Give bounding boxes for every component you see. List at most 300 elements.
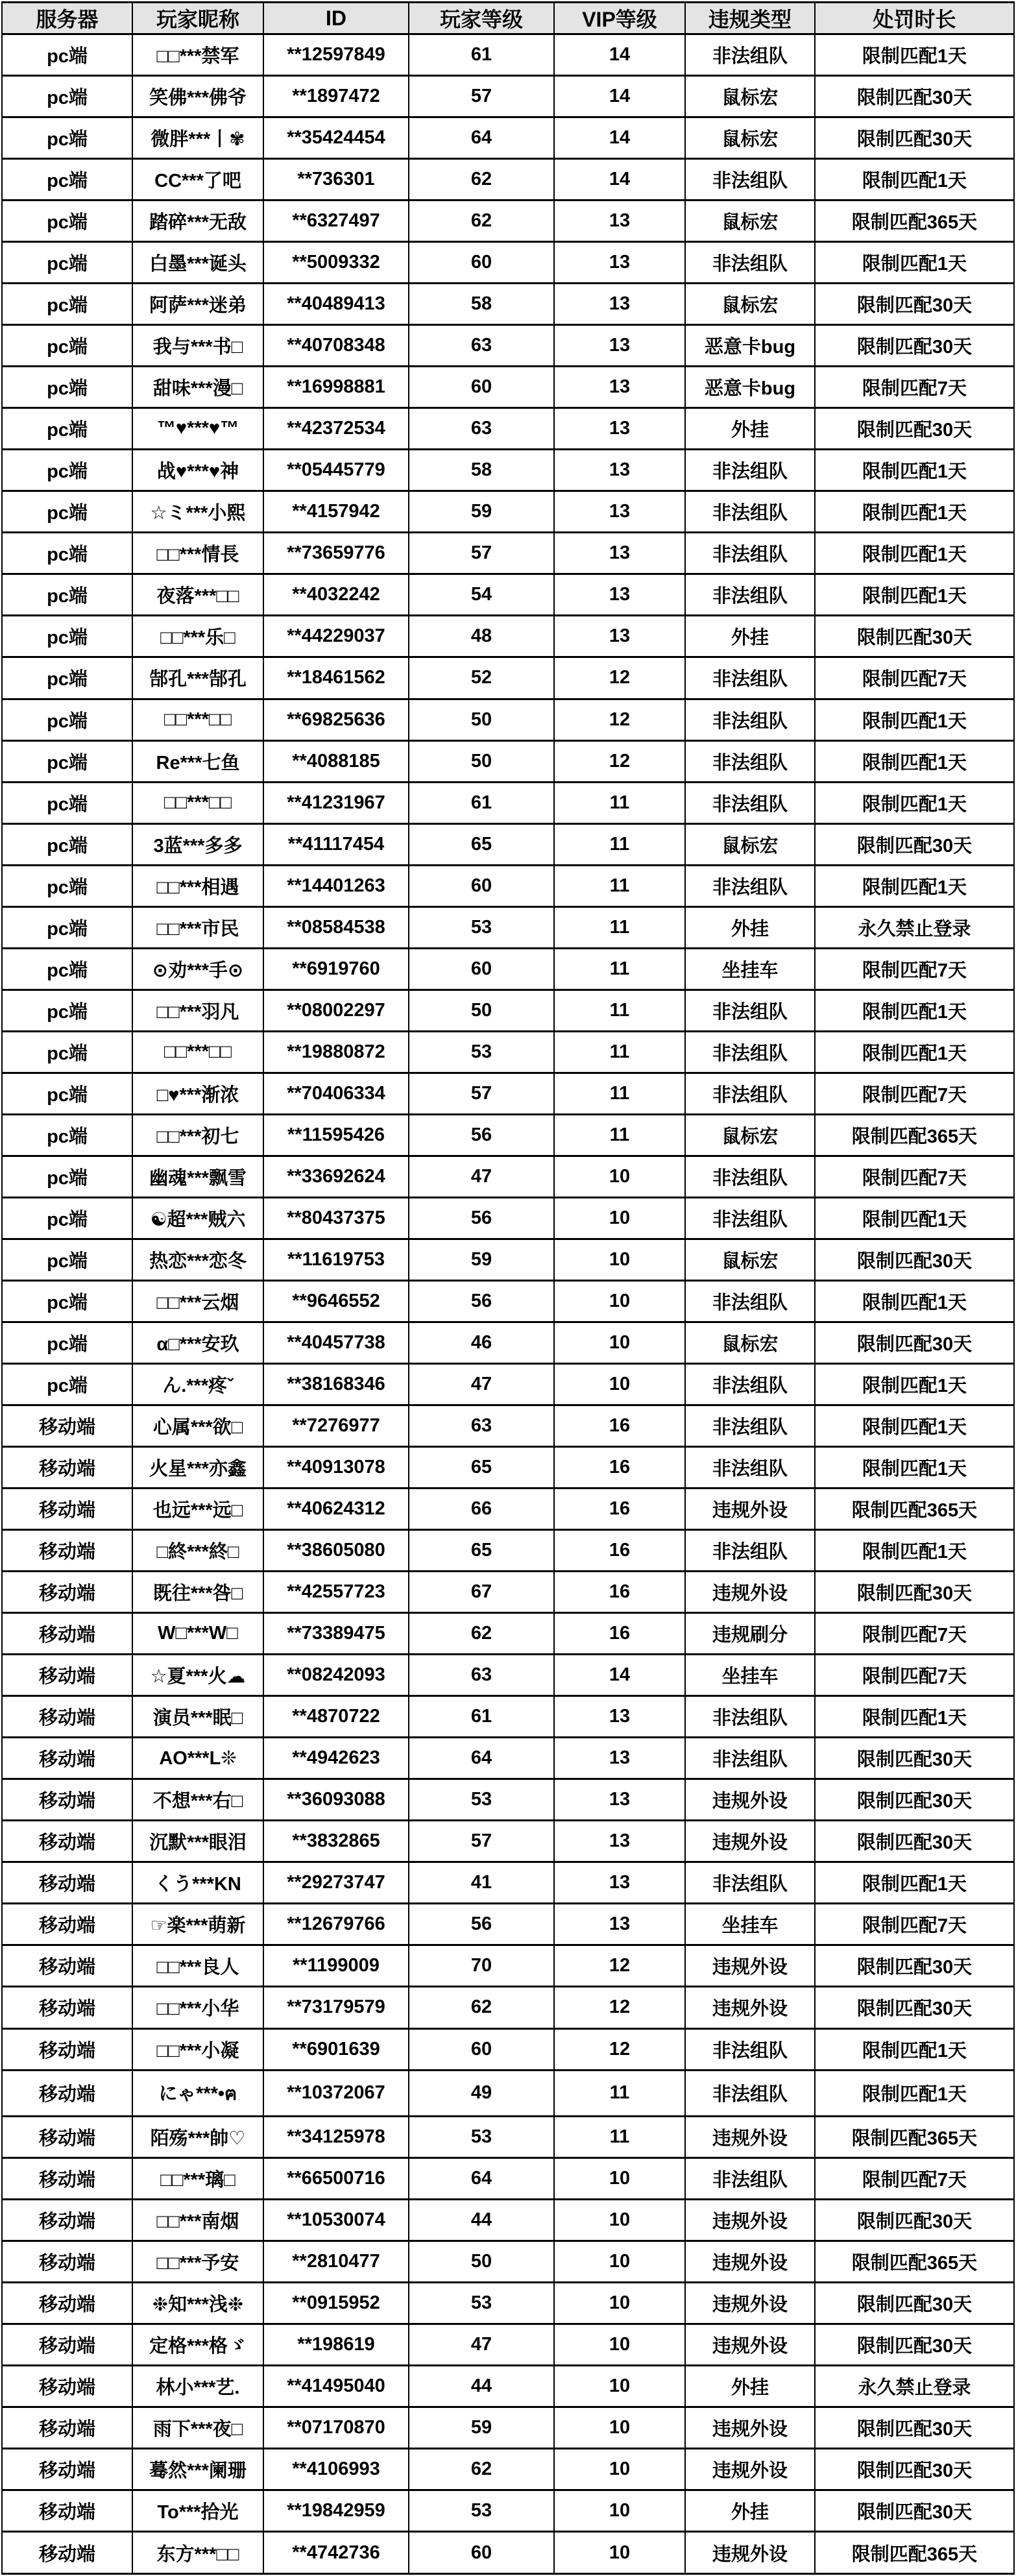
cell-punishment_duration: 限制匹配1天 — [815, 2028, 1014, 2070]
cell-player_level: 58 — [409, 284, 554, 325]
table-row — [2, 2157, 1014, 2199]
cell-id: **6327497 — [263, 200, 409, 242]
cell-player_level: 61 — [409, 782, 554, 823]
cell-nickname: 夜落***□□ — [132, 574, 263, 616]
table-row — [2, 574, 1014, 616]
cell-id: **73179579 — [263, 1987, 409, 2028]
cell-server: pc端 — [2, 657, 132, 699]
cell-violation_type: 非法组队 — [685, 1364, 815, 1405]
cell-server: pc端 — [2, 117, 132, 159]
cell-punishment_duration: 限制匹配7天 — [815, 2157, 1014, 2199]
cell-server: pc端 — [2, 574, 132, 616]
cell-player_level: 63 — [409, 1405, 554, 1447]
table-row — [2, 2532, 1014, 2574]
cell-server: 移动端 — [2, 1821, 132, 1862]
cell-punishment_duration: 限制匹配365天 — [815, 2241, 1014, 2282]
cell-vip_level: 10 — [554, 2241, 685, 2282]
cell-server: 移动端 — [2, 1945, 132, 1987]
cell-id: **4088185 — [263, 740, 409, 782]
cell-violation_type: 违规刷分 — [685, 1613, 815, 1655]
cell-punishment_duration: 限制匹配1天 — [815, 699, 1014, 740]
cell-vip_level: 10 — [554, 2407, 685, 2449]
table-row — [2, 284, 1014, 325]
cell-id: **29273747 — [263, 1862, 409, 1904]
cell-violation_type: 外挂 — [685, 2366, 815, 2407]
cell-nickname: □□***良人 — [132, 1945, 263, 1987]
table-row — [2, 1530, 1014, 1572]
cell-punishment_duration: 限制匹配30天 — [815, 117, 1014, 159]
table-row — [2, 1696, 1014, 1738]
table-row — [2, 1447, 1014, 1488]
cell-violation_type: 鼠标宏 — [685, 823, 815, 865]
cell-server: pc端 — [2, 408, 132, 450]
cell-server: pc端 — [2, 948, 132, 990]
cell-nickname: To***拾光 — [132, 2490, 263, 2532]
cell-vip_level: 13 — [554, 574, 685, 616]
cell-violation_type: 非法组队 — [685, 1530, 815, 1572]
cell-vip_level: 13 — [554, 325, 685, 367]
cell-vip_level: 12 — [554, 2028, 685, 2070]
cell-server: pc端 — [2, 1239, 132, 1280]
cell-player_level: 60 — [409, 242, 554, 284]
cell-punishment_duration: 限制匹配30天 — [815, 2407, 1014, 2449]
cell-nickname: 幽魂***飘雪 — [132, 1156, 263, 1197]
cell-punishment_duration: 限制匹配365天 — [815, 200, 1014, 242]
table-row — [2, 159, 1014, 200]
cell-server: pc端 — [2, 1322, 132, 1363]
table-row — [2, 408, 1014, 450]
cell-server: 移动端 — [2, 2449, 132, 2490]
cell-punishment_duration: 限制匹配30天 — [815, 2490, 1014, 2532]
cell-vip_level: 10 — [554, 1197, 685, 1239]
cell-violation_type: 非法组队 — [685, 990, 815, 1031]
cell-vip_level: 10 — [554, 1156, 685, 1197]
cell-violation_type: 非法组队 — [685, 1156, 815, 1197]
cell-player_level: 67 — [409, 1572, 554, 1613]
cell-vip_level: 10 — [554, 1364, 685, 1405]
cell-violation_type: 违规外设 — [685, 2449, 815, 2490]
cell-nickname: 陌殇***帥♡ — [132, 2116, 263, 2157]
cell-punishment_duration: 限制匹配30天 — [815, 2449, 1014, 2490]
cell-nickname: 既往***咎□ — [132, 1572, 263, 1613]
cell-id: **05445779 — [263, 450, 409, 491]
table-row — [2, 2490, 1014, 2532]
cell-violation_type: 外挂 — [685, 616, 815, 657]
cell-player_level: 64 — [409, 1738, 554, 1779]
table-row — [2, 1239, 1014, 1280]
cell-player_level: 63 — [409, 325, 554, 367]
table-row — [2, 1862, 1014, 1904]
cell-vip_level: 13 — [554, 242, 685, 284]
cell-server: pc端 — [2, 450, 132, 491]
cell-id: **2810477 — [263, 2241, 409, 2282]
cell-nickname: □♥***渐浓 — [132, 1073, 263, 1114]
cell-server: 移动端 — [2, 1530, 132, 1572]
cell-player_level: 56 — [409, 1904, 554, 1945]
cell-punishment_duration: 限制匹配1天 — [815, 1862, 1014, 1904]
cell-vip_level: 16 — [554, 1572, 685, 1613]
cell-nickname: 不想***右□ — [132, 1779, 263, 1821]
cell-player_level: 62 — [409, 2449, 554, 2490]
table-row — [2, 367, 1014, 408]
cell-violation_type: 坐挂车 — [685, 1655, 815, 1696]
col-header-violation-type: 违规类型 — [685, 3, 815, 34]
cell-vip_level: 16 — [554, 1405, 685, 1447]
cell-punishment_duration: 限制匹配1天 — [815, 1280, 1014, 1322]
cell-id: **10530074 — [263, 2199, 409, 2241]
cell-server: pc端 — [2, 1364, 132, 1405]
cell-player_level: 50 — [409, 699, 554, 740]
table-row — [2, 242, 1014, 284]
cell-server: 移动端 — [2, 1488, 132, 1530]
cell-vip_level: 10 — [554, 2324, 685, 2366]
cell-punishment_duration: 限制匹配7天 — [815, 948, 1014, 990]
cell-id: **73389475 — [263, 1613, 409, 1655]
cell-vip_level: 10 — [554, 1322, 685, 1363]
cell-vip_level: 10 — [554, 2199, 685, 2241]
cell-violation_type: 非法组队 — [685, 2070, 815, 2116]
table-row — [2, 2282, 1014, 2324]
cell-punishment_duration: 限制匹配1天 — [815, 865, 1014, 906]
cell-server: pc端 — [2, 200, 132, 242]
cell-player_level: 65 — [409, 823, 554, 865]
cell-vip_level: 12 — [554, 699, 685, 740]
cell-nickname: 心属***欲□ — [132, 1405, 263, 1447]
cell-id: **16998881 — [263, 367, 409, 408]
cell-vip_level: 11 — [554, 1114, 685, 1156]
cell-id: **11595426 — [263, 1114, 409, 1156]
cell-violation_type: 非法组队 — [685, 1738, 815, 1779]
table-row — [2, 823, 1014, 865]
cell-nickname: □□***予安 — [132, 2241, 263, 2282]
cell-player_level: 60 — [409, 865, 554, 906]
table-row — [2, 2324, 1014, 2366]
cell-violation_type: 非法组队 — [685, 865, 815, 906]
cell-vip_level: 13 — [554, 616, 685, 657]
cell-player_level: 47 — [409, 2324, 554, 2366]
cell-player_level: 61 — [409, 34, 554, 76]
punishment-table — [1, 1, 1015, 2575]
cell-server: pc端 — [2, 367, 132, 408]
cell-violation_type: 鼠标宏 — [685, 1239, 815, 1280]
cell-nickname: 热恋***恋冬 — [132, 1239, 263, 1280]
cell-nickname: 阿萨***迷弟 — [132, 284, 263, 325]
cell-violation_type: 非法组队 — [685, 2157, 815, 2199]
cell-player_level: 56 — [409, 1114, 554, 1156]
cell-nickname: くう***KN — [132, 1862, 263, 1904]
cell-id: **12597849 — [263, 34, 409, 76]
cell-punishment_duration: 限制匹配1天 — [815, 1530, 1014, 1572]
cell-player_level: 49 — [409, 2070, 554, 2116]
cell-nickname: □□***小凝 — [132, 2028, 263, 2070]
cell-punishment_duration: 限制匹配30天 — [815, 408, 1014, 450]
cell-violation_type: 违规外设 — [685, 1488, 815, 1530]
cell-vip_level: 11 — [554, 1073, 685, 1114]
cell-punishment_duration: 限制匹配30天 — [815, 325, 1014, 367]
cell-punishment_duration: 限制匹配30天 — [815, 823, 1014, 865]
cell-server: 移动端 — [2, 2407, 132, 2449]
cell-vip_level: 14 — [554, 34, 685, 76]
cell-server: pc端 — [2, 284, 132, 325]
cell-id: **4742736 — [263, 2532, 409, 2574]
cell-punishment_duration: 限制匹配30天 — [815, 1738, 1014, 1779]
cell-id: **40457738 — [263, 1322, 409, 1363]
table-row — [2, 1073, 1014, 1114]
cell-player_level: 48 — [409, 616, 554, 657]
cell-nickname: □□***羽凡 — [132, 990, 263, 1031]
table-row — [2, 1655, 1014, 1696]
table-row — [2, 1197, 1014, 1239]
cell-violation_type: 非法组队 — [685, 657, 815, 699]
cell-nickname: □□***云烟 — [132, 1280, 263, 1322]
cell-player_level: 65 — [409, 1447, 554, 1488]
cell-id: **4032242 — [263, 574, 409, 616]
cell-violation_type: 违规外设 — [685, 2199, 815, 2241]
cell-player_level: 59 — [409, 2407, 554, 2449]
table-row — [2, 990, 1014, 1031]
cell-violation_type: 鼠标宏 — [685, 284, 815, 325]
cell-vip_level: 13 — [554, 1862, 685, 1904]
cell-punishment_duration: 限制匹配30天 — [815, 76, 1014, 117]
cell-vip_level: 14 — [554, 1655, 685, 1696]
cell-nickname: □□***乐□ — [132, 616, 263, 657]
cell-player_level: 56 — [409, 1197, 554, 1239]
cell-nickname: 蓦然***阑珊 — [132, 2449, 263, 2490]
table-row — [2, 2028, 1014, 2070]
table-row — [2, 491, 1014, 533]
cell-server: pc端 — [2, 1156, 132, 1197]
cell-punishment_duration: 限制匹配1天 — [815, 450, 1014, 491]
cell-id: **5009332 — [263, 242, 409, 284]
cell-player_level: 52 — [409, 657, 554, 699]
cell-vip_level: 10 — [554, 2366, 685, 2407]
table-row — [2, 76, 1014, 117]
table-row — [2, 2449, 1014, 2490]
cell-vip_level: 12 — [554, 1945, 685, 1987]
cell-nickname: ん.***疼ˇ — [132, 1364, 263, 1405]
cell-nickname: □□***小华 — [132, 1987, 263, 2028]
cell-player_level: 66 — [409, 1488, 554, 1530]
cell-player_level: 64 — [409, 2157, 554, 2199]
cell-server: pc端 — [2, 242, 132, 284]
cell-nickname: □□***□□ — [132, 782, 263, 823]
table-row — [2, 325, 1014, 367]
cell-nickname: ❉知***浅❉ — [132, 2282, 263, 2324]
cell-server: pc端 — [2, 491, 132, 533]
cell-punishment_duration: 限制匹配30天 — [815, 1779, 1014, 1821]
table-row — [2, 2199, 1014, 2241]
cell-nickname: Re***七鱼 — [132, 740, 263, 782]
cell-id: **73659776 — [263, 533, 409, 574]
cell-vip_level: 12 — [554, 657, 685, 699]
cell-server: pc端 — [2, 990, 132, 1031]
cell-server: 移动端 — [2, 2366, 132, 2407]
cell-violation_type: 违规外设 — [685, 1572, 815, 1613]
cell-violation_type: 违规外设 — [685, 1987, 815, 2028]
cell-punishment_duration: 限制匹配1天 — [815, 1364, 1014, 1405]
cell-player_level: 44 — [409, 2366, 554, 2407]
cell-player_level: 57 — [409, 1821, 554, 1862]
cell-nickname: ☯超***贼六 — [132, 1197, 263, 1239]
cell-punishment_duration: 限制匹配365天 — [815, 1114, 1014, 1156]
cell-player_level: 53 — [409, 2490, 554, 2532]
table-row — [2, 948, 1014, 990]
cell-vip_level: 10 — [554, 2282, 685, 2324]
table-row — [2, 1821, 1014, 1862]
cell-violation_type: 违规外设 — [685, 2116, 815, 2157]
cell-nickname: 也远***远□ — [132, 1488, 263, 1530]
cell-punishment_duration: 永久禁止登录 — [815, 906, 1014, 948]
cell-player_level: 57 — [409, 1073, 554, 1114]
cell-server: pc端 — [2, 699, 132, 740]
table-row — [2, 1114, 1014, 1156]
table-row — [2, 2366, 1014, 2407]
table-row — [2, 782, 1014, 823]
cell-nickname: □□***璃□ — [132, 2157, 263, 2199]
cell-server: 移动端 — [2, 1904, 132, 1945]
cell-server: pc端 — [2, 865, 132, 906]
cell-punishment_duration: 限制匹配30天 — [815, 1987, 1014, 2028]
cell-punishment_duration: 限制匹配30天 — [815, 2199, 1014, 2241]
cell-player_level: 57 — [409, 533, 554, 574]
cell-server: pc端 — [2, 533, 132, 574]
table-row — [2, 1572, 1014, 1613]
cell-player_level: 53 — [409, 2282, 554, 2324]
cell-violation_type: 非法组队 — [685, 1405, 815, 1447]
cell-punishment_duration: 限制匹配1天 — [815, 1405, 1014, 1447]
col-header-nickname: 玩家昵称 — [132, 3, 263, 34]
table-row — [2, 450, 1014, 491]
cell-id: **42557723 — [263, 1572, 409, 1613]
cell-nickname: 沉默***眼泪 — [132, 1821, 263, 1862]
cell-nickname: □□***初七 — [132, 1114, 263, 1156]
cell-nickname: □□***市民 — [132, 906, 263, 948]
col-header-punishment-duration: 处罚时长 — [815, 3, 1014, 34]
cell-id: **38168346 — [263, 1364, 409, 1405]
cell-nickname: 东方***□□ — [132, 2532, 263, 2574]
cell-player_level: 57 — [409, 76, 554, 117]
cell-vip_level: 14 — [554, 117, 685, 159]
cell-id: **6919760 — [263, 948, 409, 990]
cell-vip_level: 11 — [554, 1031, 685, 1073]
cell-nickname: □□***□□ — [132, 1031, 263, 1073]
cell-server: pc端 — [2, 1280, 132, 1322]
cell-violation_type: 非法组队 — [685, 1031, 815, 1073]
cell-id: **0915952 — [263, 2282, 409, 2324]
cell-server: 移动端 — [2, 1862, 132, 1904]
cell-punishment_duration: 限制匹配7天 — [815, 1904, 1014, 1945]
cell-player_level: 50 — [409, 740, 554, 782]
col-header-id: ID — [263, 3, 409, 34]
cell-id: **35424454 — [263, 117, 409, 159]
cell-vip_level: 13 — [554, 284, 685, 325]
cell-vip_level: 13 — [554, 1779, 685, 1821]
cell-punishment_duration: 限制匹配7天 — [815, 1073, 1014, 1114]
cell-nickname: 雨下***夜□ — [132, 2407, 263, 2449]
cell-vip_level: 12 — [554, 1987, 685, 2028]
cell-punishment_duration: 限制匹配365天 — [815, 1488, 1014, 1530]
cell-server: 移动端 — [2, 1738, 132, 1779]
cell-punishment_duration: 限制匹配1天 — [815, 533, 1014, 574]
table-row — [2, 616, 1014, 657]
cell-vip_level: 11 — [554, 2070, 685, 2116]
cell-player_level: 63 — [409, 408, 554, 450]
cell-nickname: AO***L❊ — [132, 1738, 263, 1779]
cell-violation_type: 鼠标宏 — [685, 76, 815, 117]
cell-punishment_duration: 限制匹配7天 — [815, 1156, 1014, 1197]
cell-id: **36093088 — [263, 1779, 409, 1821]
cell-server: 移动端 — [2, 2324, 132, 2366]
cell-violation_type: 坐挂车 — [685, 1904, 815, 1945]
cell-id: **3832865 — [263, 1821, 409, 1862]
cell-id: **42372534 — [263, 408, 409, 450]
cell-violation_type: 恶意卡bug — [685, 325, 815, 367]
cell-punishment_duration: 限制匹配30天 — [815, 616, 1014, 657]
cell-nickname: ☆夏***火☁ — [132, 1655, 263, 1696]
cell-nickname: 白墨***诞头 — [132, 242, 263, 284]
cell-server: 移动端 — [2, 2199, 132, 2241]
cell-id: **736301 — [263, 159, 409, 200]
cell-nickname: □□***禁军 — [132, 34, 263, 76]
cell-punishment_duration: 限制匹配7天 — [815, 657, 1014, 699]
cell-server: pc端 — [2, 1114, 132, 1156]
cell-server: 移动端 — [2, 1572, 132, 1613]
col-header-server: 服务器 — [2, 3, 132, 34]
cell-nickname: 我与***书□ — [132, 325, 263, 367]
cell-vip_level: 16 — [554, 1447, 685, 1488]
cell-violation_type: 非法组队 — [685, 1073, 815, 1114]
table-row — [2, 1364, 1014, 1405]
cell-player_level: 53 — [409, 2116, 554, 2157]
cell-id: **41495040 — [263, 2366, 409, 2407]
cell-server: 移动端 — [2, 1447, 132, 1488]
table-row — [2, 1488, 1014, 1530]
cell-id: **4870722 — [263, 1696, 409, 1738]
cell-player_level: 64 — [409, 117, 554, 159]
cell-violation_type: 鼠标宏 — [685, 1322, 815, 1363]
cell-vip_level: 13 — [554, 450, 685, 491]
cell-player_level: 62 — [409, 1613, 554, 1655]
cell-server: pc端 — [2, 1031, 132, 1073]
table-row — [2, 1779, 1014, 1821]
cell-nickname: 林小***艺. — [132, 2366, 263, 2407]
cell-server: 移动端 — [2, 1405, 132, 1447]
cell-violation_type: 违规外设 — [685, 1945, 815, 1987]
cell-nickname: 3蓝***多多 — [132, 823, 263, 865]
cell-player_level: 61 — [409, 1696, 554, 1738]
cell-nickname: □□***相遇 — [132, 865, 263, 906]
cell-violation_type: 非法组队 — [685, 782, 815, 823]
cell-vip_level: 13 — [554, 1904, 685, 1945]
cell-player_level: 47 — [409, 1156, 554, 1197]
cell-server: 移动端 — [2, 2070, 132, 2116]
cell-violation_type: 非法组队 — [685, 1197, 815, 1239]
table-row — [2, 906, 1014, 948]
cell-player_level: 54 — [409, 574, 554, 616]
cell-punishment_duration: 限制匹配30天 — [815, 1572, 1014, 1613]
cell-player_level: 47 — [409, 1364, 554, 1405]
cell-nickname: 定格***格ゞ — [132, 2324, 263, 2366]
table-row — [2, 865, 1014, 906]
table-row — [2, 2407, 1014, 2449]
col-header-player-level: 玩家等级 — [409, 3, 554, 34]
cell-id: **38605080 — [263, 1530, 409, 1572]
cell-id: **08242093 — [263, 1655, 409, 1696]
cell-punishment_duration: 限制匹配30天 — [815, 2282, 1014, 2324]
table-row — [2, 2241, 1014, 2282]
cell-server: 移动端 — [2, 2157, 132, 2199]
cell-id: **07170870 — [263, 2407, 409, 2449]
